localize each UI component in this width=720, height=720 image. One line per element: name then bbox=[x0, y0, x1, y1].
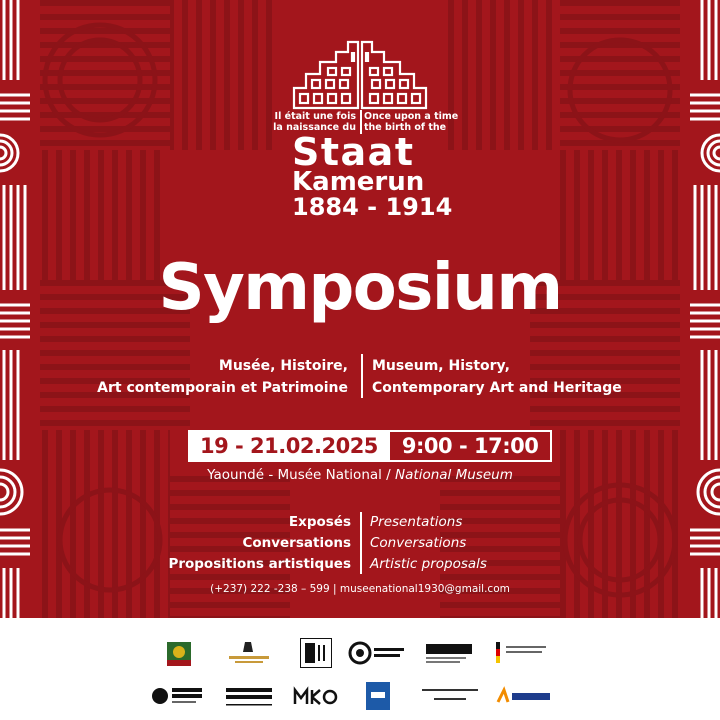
subtitle-english bbox=[372, 355, 622, 399]
tagline-en-line1: Once upon a time bbox=[364, 111, 459, 122]
program-en-item: Conversations bbox=[370, 535, 467, 551]
event-venue bbox=[0, 466, 720, 484]
uke-logo bbox=[366, 682, 390, 710]
program-en-item: Artistic proposals bbox=[370, 556, 487, 572]
program-english bbox=[370, 512, 487, 575]
access-bank-logo bbox=[494, 682, 554, 710]
linden-museum-logo bbox=[150, 682, 206, 710]
program-en-item: Presentations bbox=[370, 514, 463, 530]
contact-info: (+237) 222 -238 – 599 | museenational1930@gmail.com bbox=[210, 583, 510, 595]
program-fr-item: Exposés bbox=[288, 514, 351, 530]
event-date: 19 - 21.02.2025 bbox=[188, 430, 388, 462]
museum-der-kulturen-basel-logo bbox=[224, 682, 274, 710]
musee-national-emblem-logo bbox=[164, 638, 194, 668]
museum-building-logo bbox=[290, 38, 430, 110]
venue-english: National Museum bbox=[395, 467, 513, 483]
venue-french: Yaoundé - Musée National / bbox=[207, 467, 391, 483]
tagline-en-line2: the birth of the bbox=[364, 121, 447, 133]
tagline-fr-line2: la naissance du bbox=[273, 121, 356, 133]
subtitle-divider bbox=[361, 354, 363, 398]
mkg-logo bbox=[292, 682, 338, 710]
partner-logo-strip bbox=[0, 618, 720, 720]
goethe-institut-logo bbox=[348, 638, 406, 668]
program-french bbox=[168, 512, 351, 575]
musee-nationale-logo bbox=[224, 638, 274, 668]
doualart-logo bbox=[300, 638, 332, 668]
event-time: 9:00 - 17:00 bbox=[388, 430, 552, 462]
tagline-fr-line1: Il était une fois bbox=[274, 111, 356, 122]
symposium-headline: Symposium bbox=[158, 251, 562, 325]
german-federal-foreign-office-logo bbox=[494, 640, 554, 666]
exhibition-title-kamerun: Kamerun bbox=[292, 167, 425, 197]
subtitle-en-line1: Museum, History, bbox=[372, 358, 510, 374]
subtitle-en-line2: Contemporary Art and Heritage bbox=[372, 380, 622, 396]
subtitle-french bbox=[97, 355, 348, 399]
exhibition-years: 1884 - 1914 bbox=[292, 193, 453, 221]
date-time-box bbox=[188, 430, 552, 462]
program-fr-item: Propositions artistiques bbox=[168, 556, 351, 572]
exhibition-title-staat: Staat bbox=[292, 130, 415, 174]
markk-logo bbox=[424, 640, 476, 666]
program-fr-item: Conversations bbox=[242, 535, 351, 551]
subtitle-fr-line1: Musée, Histoire, bbox=[218, 358, 348, 374]
weltkulturen-museum-logo bbox=[420, 682, 480, 710]
subtitle-fr-line2: Art contemporain et Patrimoine bbox=[97, 380, 348, 396]
program-divider bbox=[360, 512, 362, 574]
